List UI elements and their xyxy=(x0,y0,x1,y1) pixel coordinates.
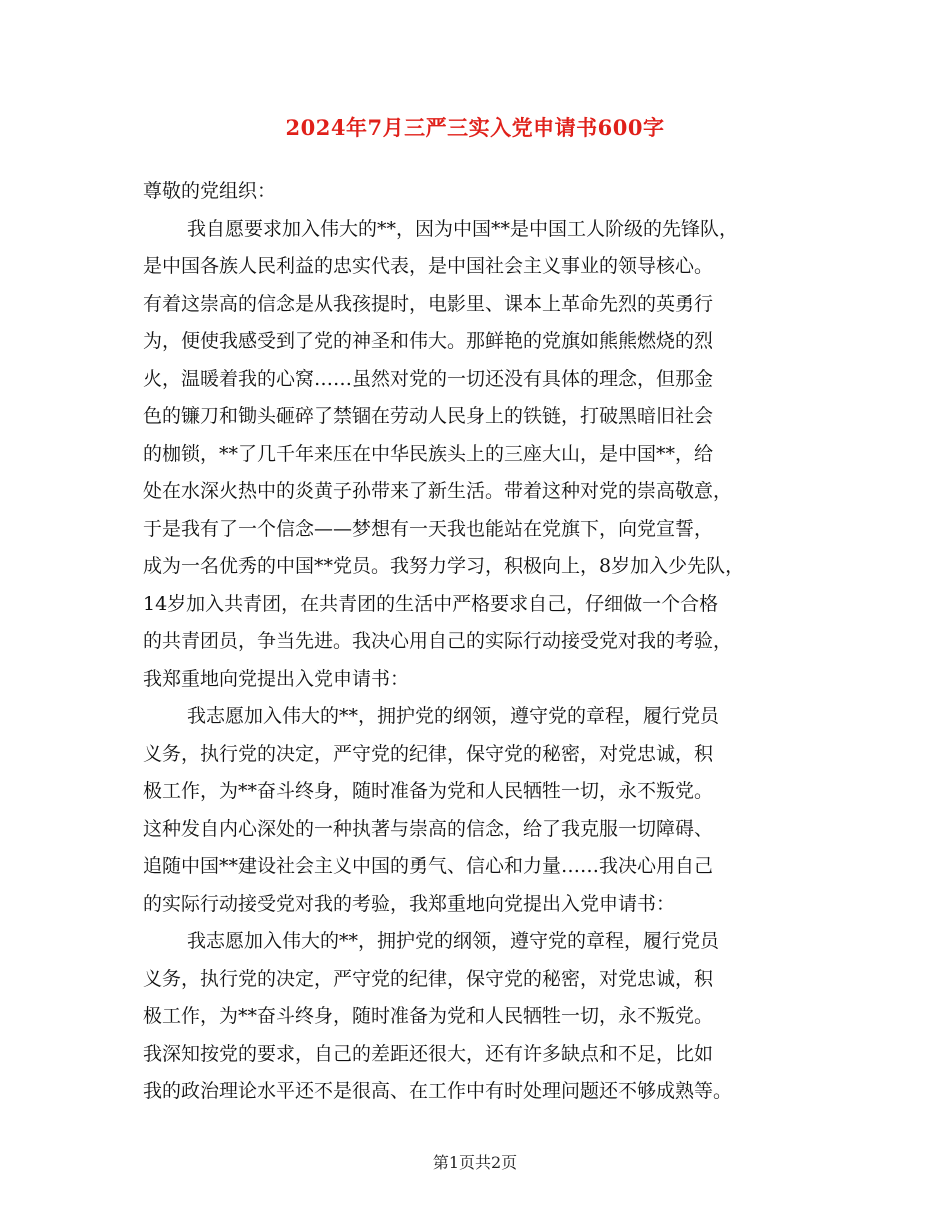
body-line: 追随中国**建设社会主义中国的勇气、信心和力量……我决心用自己 xyxy=(143,855,714,877)
page-footer: 第1页共2页 xyxy=(432,1153,518,1172)
body-line: 我志愿加入伟大的**，拥护党的纲领，遵守党的章程，履行党员 xyxy=(187,705,720,727)
body-line: 色的镰刀和锄头砸碎了禁锢在劳动人民身上的铁链，打破黑暗旧社会 xyxy=(143,405,714,427)
body-line: 的枷锁，**了几千年来压在中华民族头上的三座大山，是中国**，给 xyxy=(143,442,714,465)
body-line: 我自愿要求加入伟大的**，因为中国**是中国工人阶级的先锋队， xyxy=(187,217,739,240)
document-body xyxy=(143,173,833,1111)
body-line: 义务，执行党的决定，严守党的纪律，保守党的秘密，对党忠诚，积 xyxy=(143,967,714,990)
body-line: 处在水深火热中的炎黄子孙带来了新生活。带着这种对党的崇高敬意， xyxy=(143,480,733,502)
document-title: 2024年7月三严三实入党申请书600字 xyxy=(285,115,665,140)
body-line: 是中国各族人民利益的忠实代表，是中国社会主义事业的领导核心。 xyxy=(143,255,714,277)
body-line: 我郑重地向党提出入党申请书： xyxy=(143,667,410,690)
body-line: 我深知按党的要求，自己的差距还很大，还有许多缺点和不足，比如 xyxy=(143,1042,714,1065)
body-line: 有着这崇高的信念是从我孩提时，电影里、课本上革命先烈的英勇行 xyxy=(143,292,714,315)
body-line: 火，温暖着我的心窝……虽然对党的一切还没有具体的理念，但那金 xyxy=(143,367,714,390)
body-line: 我志愿加入伟大的**，拥护党的纲领，遵守党的章程，履行党员 xyxy=(187,930,720,952)
body-line: 尊敬的党组织： xyxy=(143,180,277,202)
body-line: 这种发自内心深处的一种执著与崇高的信念，给了我克服一切障碍、 xyxy=(143,817,714,840)
body-line: 14岁加入共青团，在共青团的生活中严格要求自己，仔细做一个合格 xyxy=(143,592,719,615)
body-line: 为，便使我感受到了党的神圣和伟大。那鲜艳的党旗如熊熊燃烧的烈 xyxy=(143,330,714,352)
body-line: 义务，执行党的决定，严守党的纪律，保守党的秘密，对党忠诚，积 xyxy=(143,742,714,765)
body-line: 的共青团员，争当先进。我决心用自己的实际行动接受党对我的考验， xyxy=(143,630,733,652)
body-line: 的实际行动接受党对我的考验，我郑重地向党提出入党申请书： xyxy=(143,892,676,915)
body-line: 成为一名优秀的中国**党员。我努力学习，积极向上，8岁加入少先队， xyxy=(143,555,745,577)
body-line: 极工作，为**奋斗终身，随时准备为党和人民牺牲一切，永不叛党。 xyxy=(143,780,714,802)
body-line: 我的政治理论水平还不是很高、在工作中有时处理问题还不够成熟等。 xyxy=(143,1080,733,1102)
body-line: 极工作，为**奋斗终身，随时准备为党和人民牺牲一切，永不叛党。 xyxy=(143,1005,714,1027)
body-line: 于是我有了一个信念——梦想有一天我也能站在党旗下，向党宣誓， xyxy=(143,517,714,540)
